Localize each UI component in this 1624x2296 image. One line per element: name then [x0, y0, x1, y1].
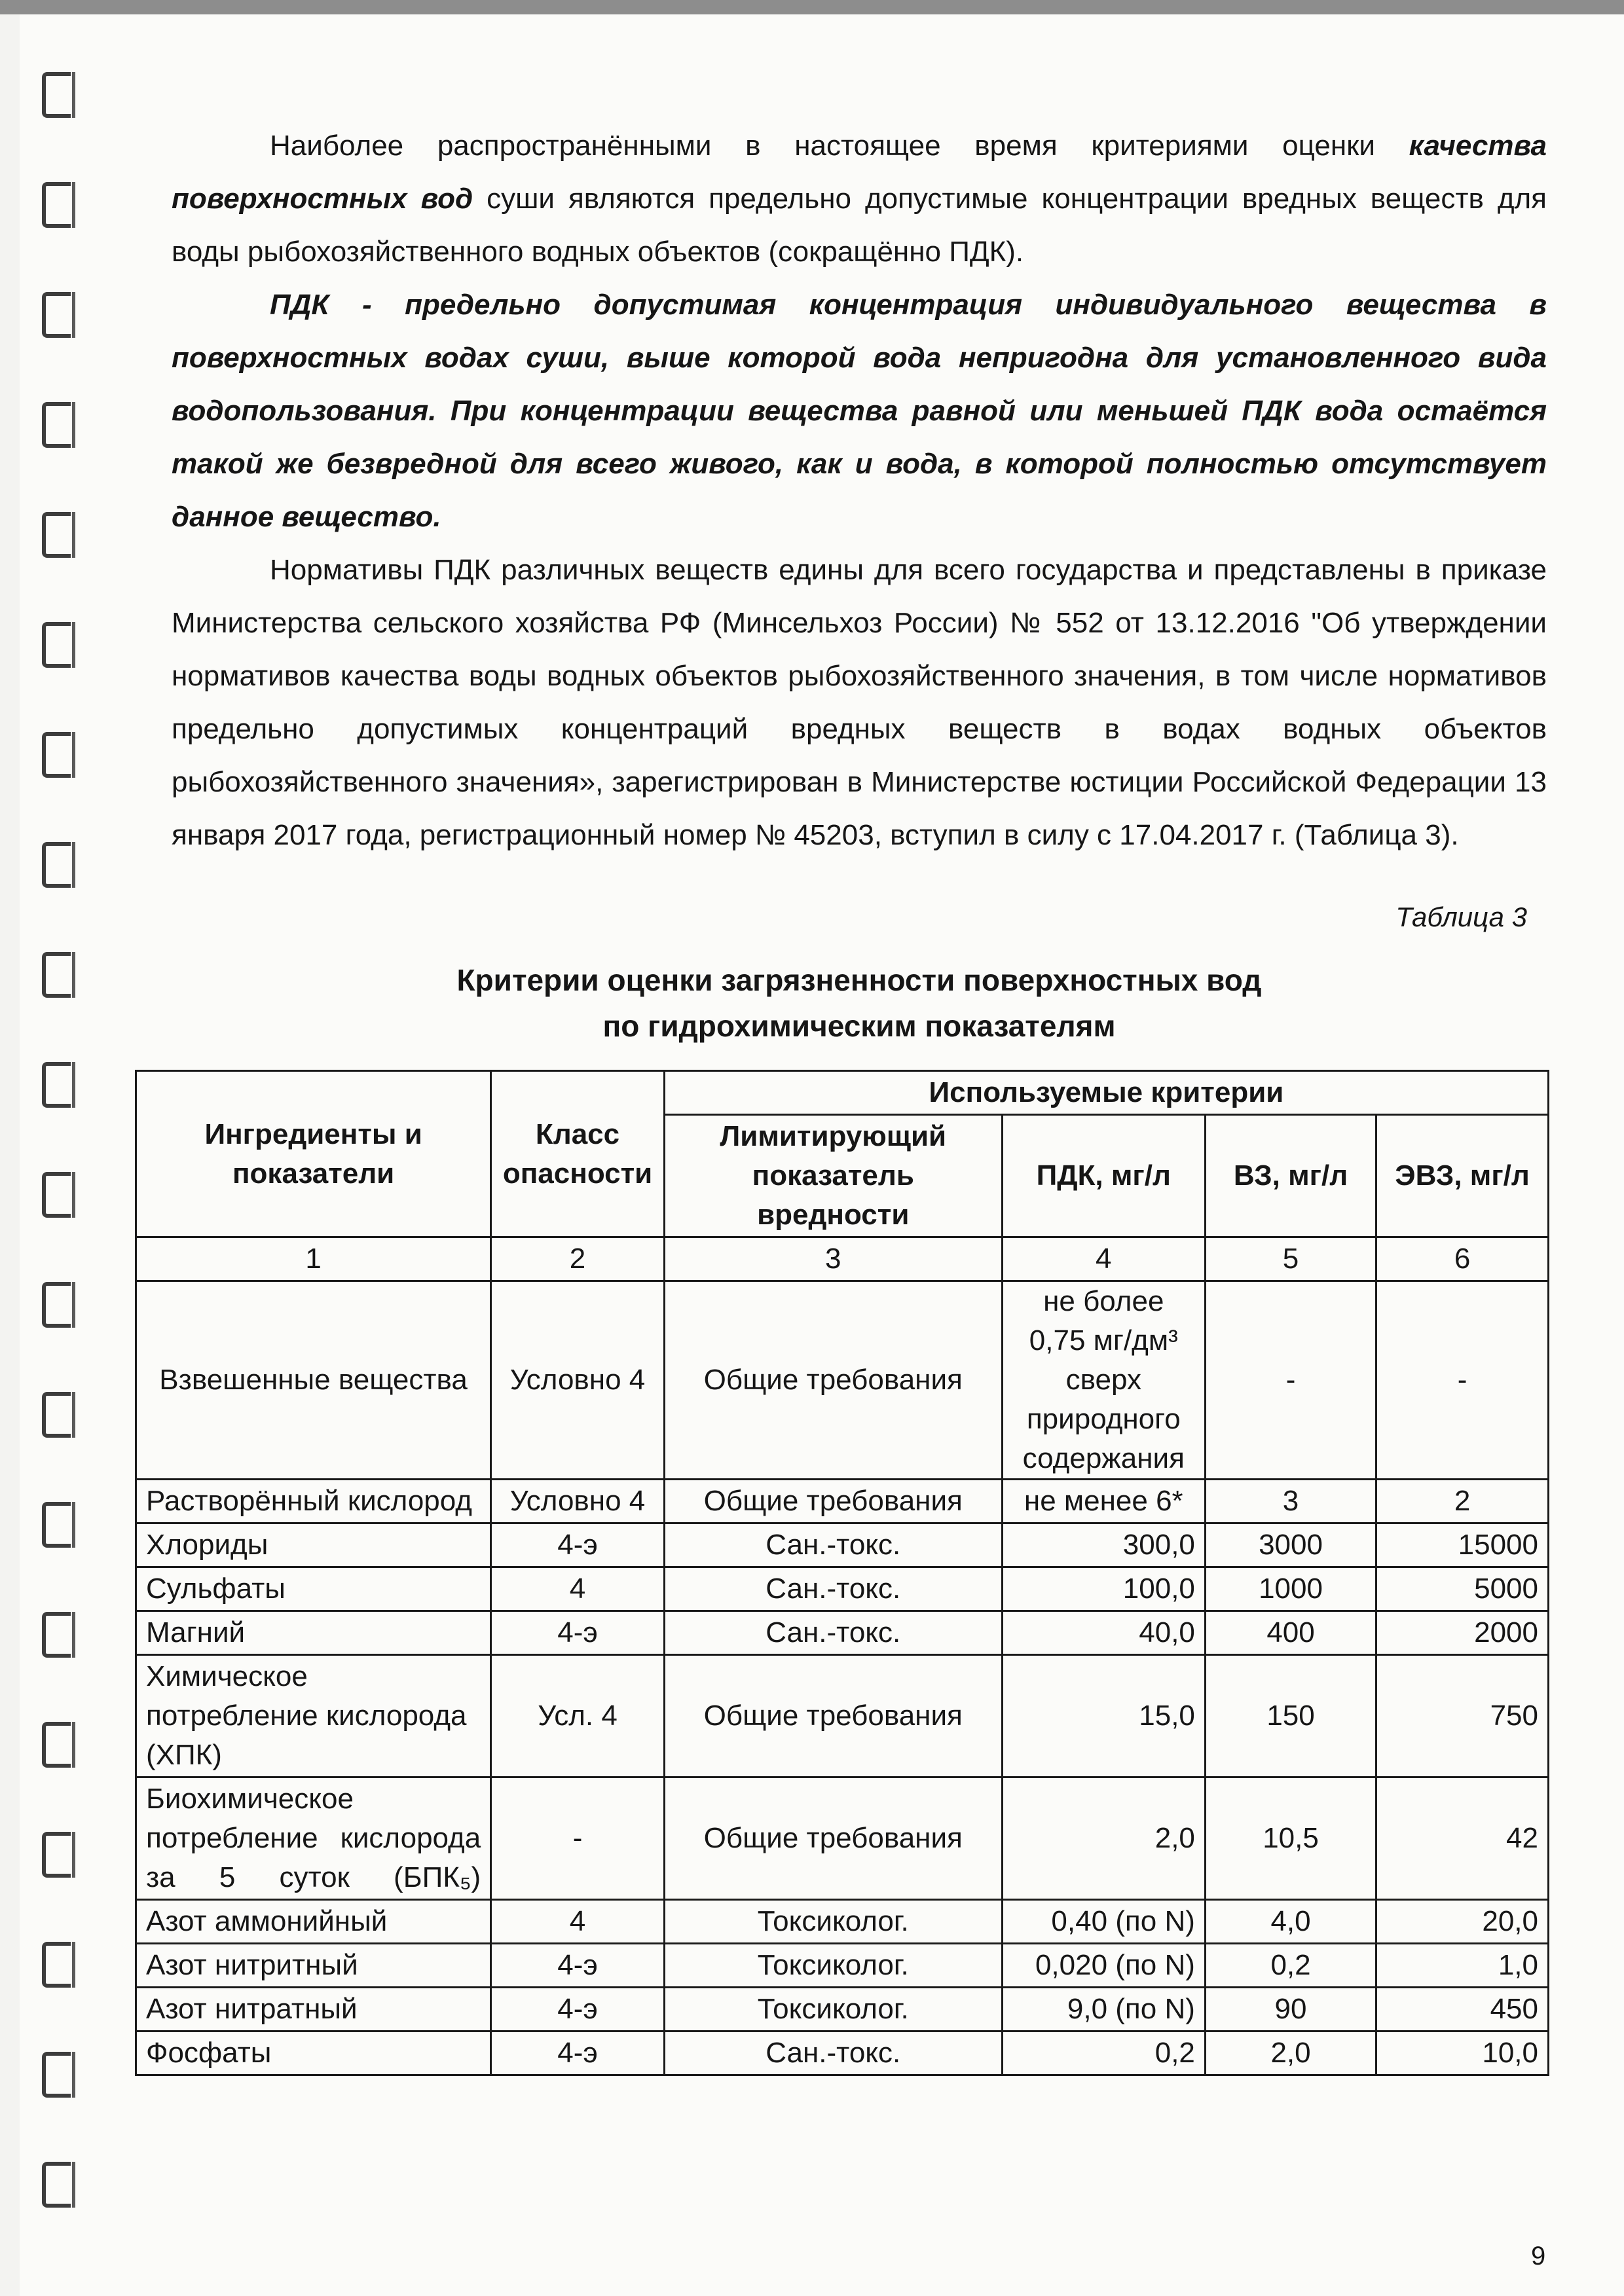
table-row: [136, 1655, 1549, 1777]
cell-evz: 5000: [1376, 1567, 1549, 1611]
cell-limit: Общие требования: [664, 1777, 1002, 1900]
header-criteria-group: Используемые критерии: [664, 1071, 1548, 1115]
cell-limit: Общие требования: [664, 1480, 1002, 1523]
scan-top-edge: [0, 0, 1624, 14]
cell-class: -: [491, 1777, 665, 1900]
table-row: [136, 1567, 1549, 1611]
cell-evz: 20,0: [1376, 1900, 1549, 1944]
paragraph-regulation: Нормативы ПДК различных веществ едины для всего государства и представлены в приказе Министерства сельского хозяйства РФ (Минсельхоз России) № 552 от 13.12.2016 "Об утверждении нормативов качества воды водных объектов рыбохозяйственного значения, в том числе нормативов предельно допустимых концентраций вредных веществ в водах водных объектов рыбохозяйственного значения», зарегистрирован в Министерстве юстиции Российской Федерации 13 января 2017 года, регистрационный номер № 45203, вступил в силу с 17.04.2017 г. (Таблица 3).: [172, 554, 1547, 851]
column-number: 2: [491, 1237, 665, 1281]
binding-ring: [42, 1832, 71, 1878]
paragraph-intro-text-end: суши являются предельно допустимые концентрации вредных веществ для воды рыбохозяйственного водных объектов (сокращённо ПДК).: [172, 183, 1547, 268]
cell-limit: Сан.-токс.: [664, 1611, 1002, 1655]
binding-ring: [42, 1282, 71, 1328]
cell-vz: -: [1205, 1281, 1376, 1480]
table-row: [136, 1523, 1549, 1567]
cell-name: Азот нитратный: [136, 1988, 491, 2032]
table-row: [136, 1480, 1549, 1523]
binding-ring: [42, 732, 71, 778]
column-number-row: [136, 1237, 1549, 1281]
cell-pdk: 9,0 (по N): [1002, 1988, 1205, 2032]
cell-vz: 0,2: [1205, 1944, 1376, 1988]
header-ingredients: Ингредиенты и показатели: [136, 1071, 491, 1237]
binding-ring: [42, 182, 71, 228]
document-page: [20, 14, 1624, 2296]
binding-ring: [42, 2052, 71, 2098]
cell-name: Магний: [136, 1611, 491, 1655]
header-pdk: ПДК, мг/л: [1002, 1115, 1205, 1237]
cell-limit: Сан.-токс.: [664, 2032, 1002, 2075]
cell-name: Биохимическое потребление кислорода за 5 суток (БПК₅): [136, 1777, 491, 1900]
cell-class: 4: [491, 1567, 665, 1611]
cell-class: 4-э: [491, 1523, 665, 1567]
binding-ring: [42, 1392, 71, 1438]
cell-limit: Сан.-токс.: [664, 1523, 1002, 1567]
table-title-line-1: Критерии оценки загрязненности поверхностных вод: [456, 963, 1262, 997]
paragraph-pdk-definition: ПДК - предельно допустимая концентрация индивидуального вещества в поверхностных водах суши, выше которой вода непригодна для установленного вида водопользования. При концентрации вещества равной или меньшей ПДК вода остаётся такой же безвредной для всего живого, как и вода, в которой полностью отсутствует данное вещество.: [172, 289, 1547, 533]
cell-name: Растворённый кислород: [136, 1480, 491, 1523]
cell-name: Сульфаты: [136, 1567, 491, 1611]
cell-class: Условно 4: [491, 1281, 665, 1480]
cell-limit: Токсиколог.: [664, 1944, 1002, 1988]
spiral-binding: [20, 14, 98, 2296]
table-caption: Таблица 3: [1395, 902, 1527, 932]
cell-name: Хлориды: [136, 1523, 491, 1567]
binding-ring: [42, 2162, 71, 2208]
cell-class: 4: [491, 1900, 665, 1944]
cell-pdk: 0,2: [1002, 2032, 1205, 2075]
table-row: [136, 1900, 1549, 1944]
cell-pdk: 40,0: [1002, 1611, 1205, 1655]
column-number: 5: [1205, 1237, 1376, 1281]
header-evz: ЭВЗ, мг/л: [1376, 1115, 1549, 1237]
cell-vz: 1000: [1205, 1567, 1376, 1611]
binding-ring: [42, 1502, 71, 1548]
cell-class: Усл. 4: [491, 1655, 665, 1777]
cell-evz: 15000: [1376, 1523, 1549, 1567]
cell-name: Азот аммонийный: [136, 1900, 491, 1944]
cell-evz: 750: [1376, 1655, 1549, 1777]
cell-vz: 2,0: [1205, 2032, 1376, 2075]
cell-limit: Сан.-токс.: [664, 1567, 1002, 1611]
cell-vz: 400: [1205, 1611, 1376, 1655]
binding-ring: [42, 1172, 71, 1218]
cell-evz: 1,0: [1376, 1944, 1549, 1988]
cell-limit: Общие требования: [664, 1281, 1002, 1480]
header-limiting: Лимитирующий показатель вредности: [664, 1115, 1002, 1237]
cell-vz: 10,5: [1205, 1777, 1376, 1900]
cell-vz: 150: [1205, 1655, 1376, 1777]
cell-class: 4-э: [491, 1611, 665, 1655]
cell-class: 4-э: [491, 2032, 665, 2075]
binding-ring: [42, 1722, 71, 1768]
table-row: [136, 1988, 1549, 2032]
table-title-line-2: по гидрохимическим показателям: [602, 1009, 1116, 1043]
cell-pdk: 15,0: [1002, 1655, 1205, 1777]
binding-ring: [42, 1062, 71, 1108]
table-row: [136, 1281, 1549, 1480]
cell-name: Фосфаты: [136, 2032, 491, 2075]
cell-limit: Общие требования: [664, 1655, 1002, 1777]
cell-name: Химическое потребление кислорода (ХПК): [136, 1655, 491, 1777]
cell-class: Условно 4: [491, 1480, 665, 1523]
cell-pdk: 0,020 (по N): [1002, 1944, 1205, 1988]
paragraph-intro: [172, 119, 1547, 278]
cell-evz: -: [1376, 1281, 1549, 1480]
table-header-row: [136, 1071, 1549, 1115]
cell-pdk: не более 0,75 мг/дм³ сверх природного содержания: [1002, 1281, 1205, 1480]
binding-ring: [42, 952, 71, 998]
cell-evz: 2000: [1376, 1611, 1549, 1655]
cell-pdk: 100,0: [1002, 1567, 1205, 1611]
header-hazard-class: Класс опасности: [491, 1071, 665, 1237]
header-vz: ВЗ, мг/л: [1205, 1115, 1376, 1237]
table-row: [136, 2032, 1549, 2075]
binding-ring: [42, 292, 71, 338]
cell-evz: 450: [1376, 1988, 1549, 2032]
binding-ring: [42, 622, 71, 668]
binding-ring: [42, 842, 71, 888]
column-number: 3: [664, 1237, 1002, 1281]
cell-pdk: 2,0: [1002, 1777, 1205, 1900]
paragraph-intro-emphasis: качества поверхностных вод: [172, 130, 1547, 215]
cell-evz: 2: [1376, 1480, 1549, 1523]
binding-ring: [42, 72, 71, 118]
binding-ring: [42, 1612, 71, 1658]
cell-vz: 4,0: [1205, 1900, 1376, 1944]
column-number: 6: [1376, 1237, 1549, 1281]
cell-vz: 3000: [1205, 1523, 1376, 1567]
cell-evz: 10,0: [1376, 2032, 1549, 2075]
table-row: [136, 1944, 1549, 1988]
cell-limit: Токсиколог.: [664, 1900, 1002, 1944]
table-row: [136, 1611, 1549, 1655]
cell-evz: 42: [1376, 1777, 1549, 1900]
binding-ring: [42, 512, 71, 558]
page-number: 9: [1531, 2242, 1546, 2270]
cell-pdk: не менее 6*: [1002, 1480, 1205, 1523]
cell-vz: 90: [1205, 1988, 1376, 2032]
paragraph-intro-text: Наиболее распространёнными в настоящее время критериями оценки: [270, 130, 1409, 162]
binding-ring: [42, 1942, 71, 1988]
cell-pdk: 0,40 (по N): [1002, 1900, 1205, 1944]
cell-limit: Токсиколог.: [664, 1988, 1002, 2032]
table-title: [172, 957, 1547, 1049]
cell-class: 4-э: [491, 1988, 665, 2032]
cell-class: 4-э: [491, 1944, 665, 1988]
binding-ring: [42, 402, 71, 448]
cell-vz: 3: [1205, 1480, 1376, 1523]
cell-name: Взвешенные вещества: [136, 1281, 491, 1480]
cell-pdk: 300,0: [1002, 1523, 1205, 1567]
criteria-table: [135, 1070, 1549, 2076]
cell-name: Азот нитритный: [136, 1944, 491, 1988]
column-number: 4: [1002, 1237, 1205, 1281]
table-row: [136, 1777, 1549, 1900]
column-number: 1: [136, 1237, 491, 1281]
